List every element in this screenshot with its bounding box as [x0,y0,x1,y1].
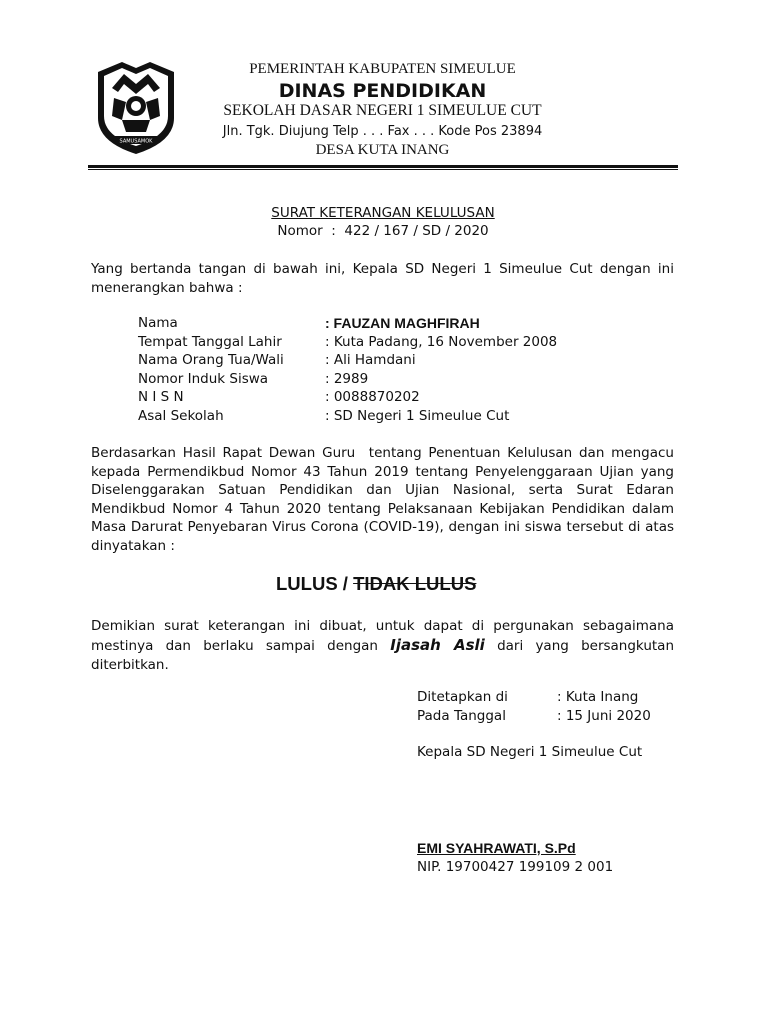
issue-place-value: : Kuta Inang [557,689,639,705]
field-value: : 0088870202 [325,389,420,405]
signatory-nip: NIP. 19700427 199109 2 001 [417,859,614,875]
field-value: : FAUZAN MAGHFIRAH [325,315,480,331]
closing-paragraph [91,617,674,675]
signatory-name: EMI SYAHRAWATI, S.Pd [417,840,576,856]
signer-title: Kepala SD Negeri 1 Simeulue Cut [417,744,643,760]
letter-number: Nomor : 422 / 167 / SD / 2020 [277,223,489,239]
closing-emphasis: Ijasah Asli [390,636,485,654]
decision-paragraph: Berdasarkan Hasil Rapat Dewan Guru tentang Penentuan Kelulusan dan mengacu kepada Permendikbud Nomor 43 Tahun 2019 tentang Penyelenggaraan Ujian yang Diselenggarakan Satuan Pendidikan dan Ujian Nasional, serta Surat Edaran Mendikbud Nomor 4 Tahun 2020 tentang Pelaksanaan Kebijakan Pendidikan dalam Masa Darurat Penyebaran Virus Corona (COVID-19), dengan ini siswa tersebut di atas dinyatakan : [91,445,679,554]
letterhead-school: SEKOLAH DASAR NEGERI 1 SIMEULUE CUT [223,102,542,119]
field-row-birth [138,334,698,353]
issue-date-row [417,708,655,726]
field-value: : Ali Hamdani [325,352,416,368]
result-pass: LULUS / [276,573,348,594]
issue-date-value: : 15 Juni 2020 [557,708,651,724]
field-row-nisn [138,389,698,408]
letterhead-village: DESA KUTA INANG [315,142,450,158]
field-row-name [138,315,698,334]
graduation-result [276,573,476,595]
field-label: Asal Sekolah [138,408,224,424]
field-label: Tempat Tanggal Lahir [138,334,282,350]
closing-text-after: dari yang bersangkutan diterbitkan. [91,638,675,673]
field-row-parent [138,352,698,371]
letterhead-government: PEMERINTAH KABUPATEN SIMEULUE [249,61,516,77]
field-label: N I S N [138,389,184,405]
field-label: Nama [138,315,178,331]
closing-text-before: Demikian surat keterangan ini dibuat, untuk dapat di pergunakan sebagaimana mestinya dan berlaku sampai dengan [91,618,674,654]
letterhead-department: DINAS PENDIDIKAN [278,80,487,102]
letter-title: SURAT KETERANGAN KELULUSAN [271,205,495,221]
letterhead-address: Jln. Tgk. Diujung Telp . . . Fax . . . Kode Pos 23894 [222,124,543,139]
issue-date-label: Pada Tanggal [417,708,506,724]
issue-place-label: Ditetapkan di [417,689,508,705]
field-label: Nomor Induk Siswa [138,371,269,387]
student-details [0,0,768,440]
field-label: Nama Orang Tua/Wali [138,352,284,368]
intro-paragraph: Yang bertanda tangan di bawah ini, Kepala SD Negeri 1 Simeulue Cut dengan ini menerangkan bahwa : [91,261,674,296]
field-value: : Kuta Padang, 16 November 2008 [325,334,558,350]
field-row-school [138,408,698,427]
field-value: : SD Negeri 1 Simeulue Cut [325,408,510,424]
field-row-student-number [138,371,698,390]
emblem-motto: SAMUSAMOK [119,138,153,145]
result-fail-struck: TIDAK LULUS [353,573,477,594]
field-value: : 2989 [325,371,369,387]
